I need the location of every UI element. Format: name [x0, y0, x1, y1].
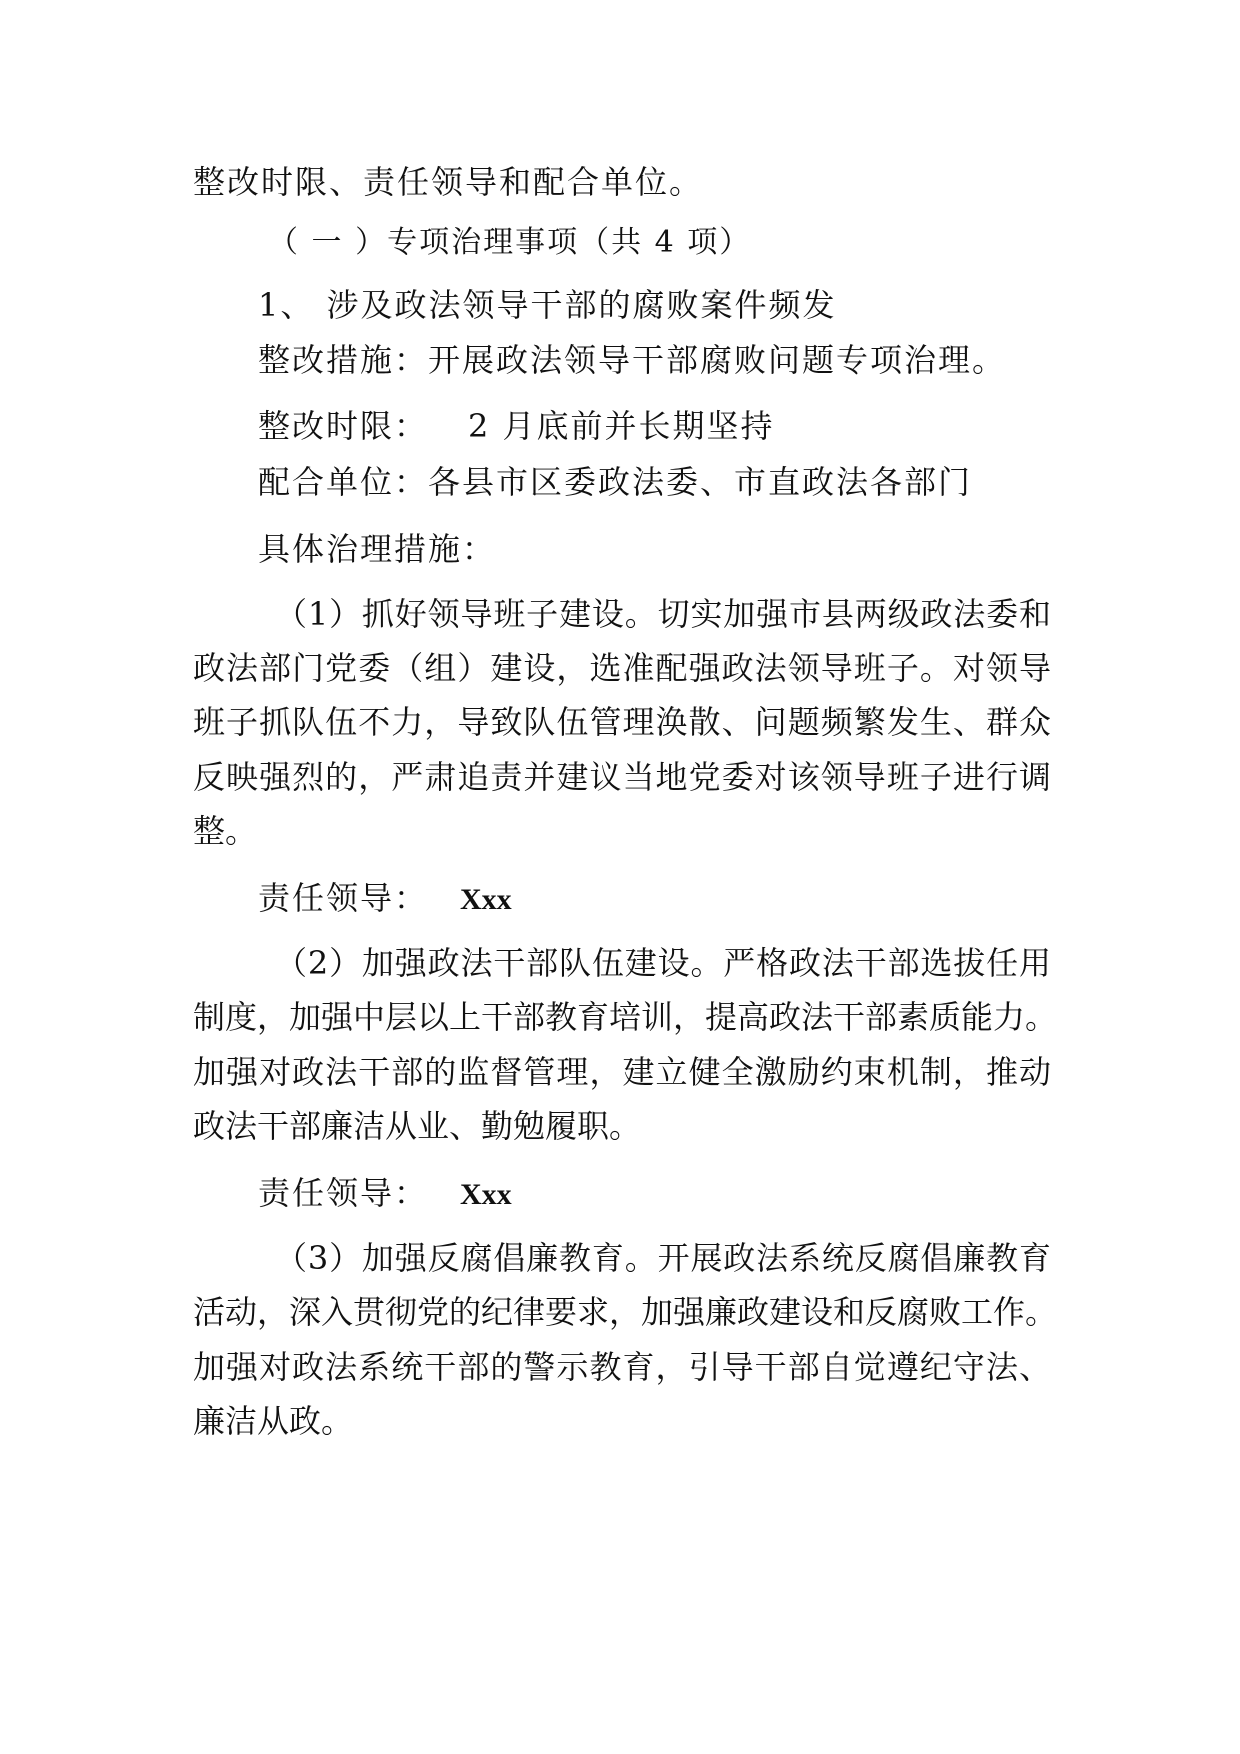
measure2-line1: （2）加强政法干部队伍建设。严格政法干部选拔任用 [275, 944, 1051, 982]
measure2-line2: 制度，加强中层以上干部教育培训，提高政法干部素质能力。 [193, 998, 1058, 1036]
item1-title: 1、 涉及政法领导干部的腐败案件频发 [258, 286, 837, 324]
measure1-line2: 政法部门党委（组）建设，选准配强政法领导班子。对领导 [193, 649, 1051, 687]
measure3-line2: 活动，深入贯彻党的纪律要求，加强廉政建设和反腐败工作。 [193, 1293, 1058, 1331]
measure2-line3: 加强对政法干部的监督管理，建立健全激励约束机制，推动 [193, 1053, 1051, 1091]
intro-tail-line: 整改时限、责任领导和配合单位。 [193, 163, 704, 201]
measure3-line4: 廉洁从政。 [193, 1402, 354, 1440]
measure1-line1: （1）抓好领导班子建设。切实加强市县两级政法委和 [275, 595, 1051, 633]
measure3-line1: （3）加强反腐倡廉教育。开展政法系统反腐倡廉教育 [275, 1239, 1051, 1277]
measure1-line3: 班子抓队伍不力，导致队伍管理涣散、问题频繁发生、群众 [193, 703, 1051, 741]
deadline-label: 整改时限： [258, 407, 429, 445]
measure1-leader [258, 878, 512, 920]
measure1-line5: 整。 [193, 812, 258, 850]
item1-partners: 配合单位：各县市区委政法委、市直政法各部门 [258, 463, 973, 501]
section-heading: （ 一 ）专项治理事项（共 4 项） [268, 225, 752, 260]
item1-measure: 整改措施：开展政法领导干部腐败问题专项治理。 [258, 341, 1007, 379]
leader-name: Xxx [460, 1178, 512, 1211]
specific-measures-label: 具体治理措施： [258, 530, 497, 568]
measure3-line3: 加强对政法系统干部的警示教育，引导干部自觉遵纪守法、 [193, 1348, 1051, 1386]
leader-name: Xxx [460, 883, 512, 916]
leader-label: 责任领导： [258, 879, 429, 917]
measure1-line4: 反映强烈的，严肃追责并建议当地党委对该领导班子进行调 [193, 758, 1051, 796]
measure2-leader [258, 1173, 512, 1215]
deadline-value: 2 月底前并长期坚持 [468, 407, 775, 445]
item1-deadline [258, 406, 775, 446]
measure2-line4: 政法干部廉洁从业、勤勉履职。 [193, 1107, 642, 1145]
leader-label: 责任领导： [258, 1174, 429, 1212]
